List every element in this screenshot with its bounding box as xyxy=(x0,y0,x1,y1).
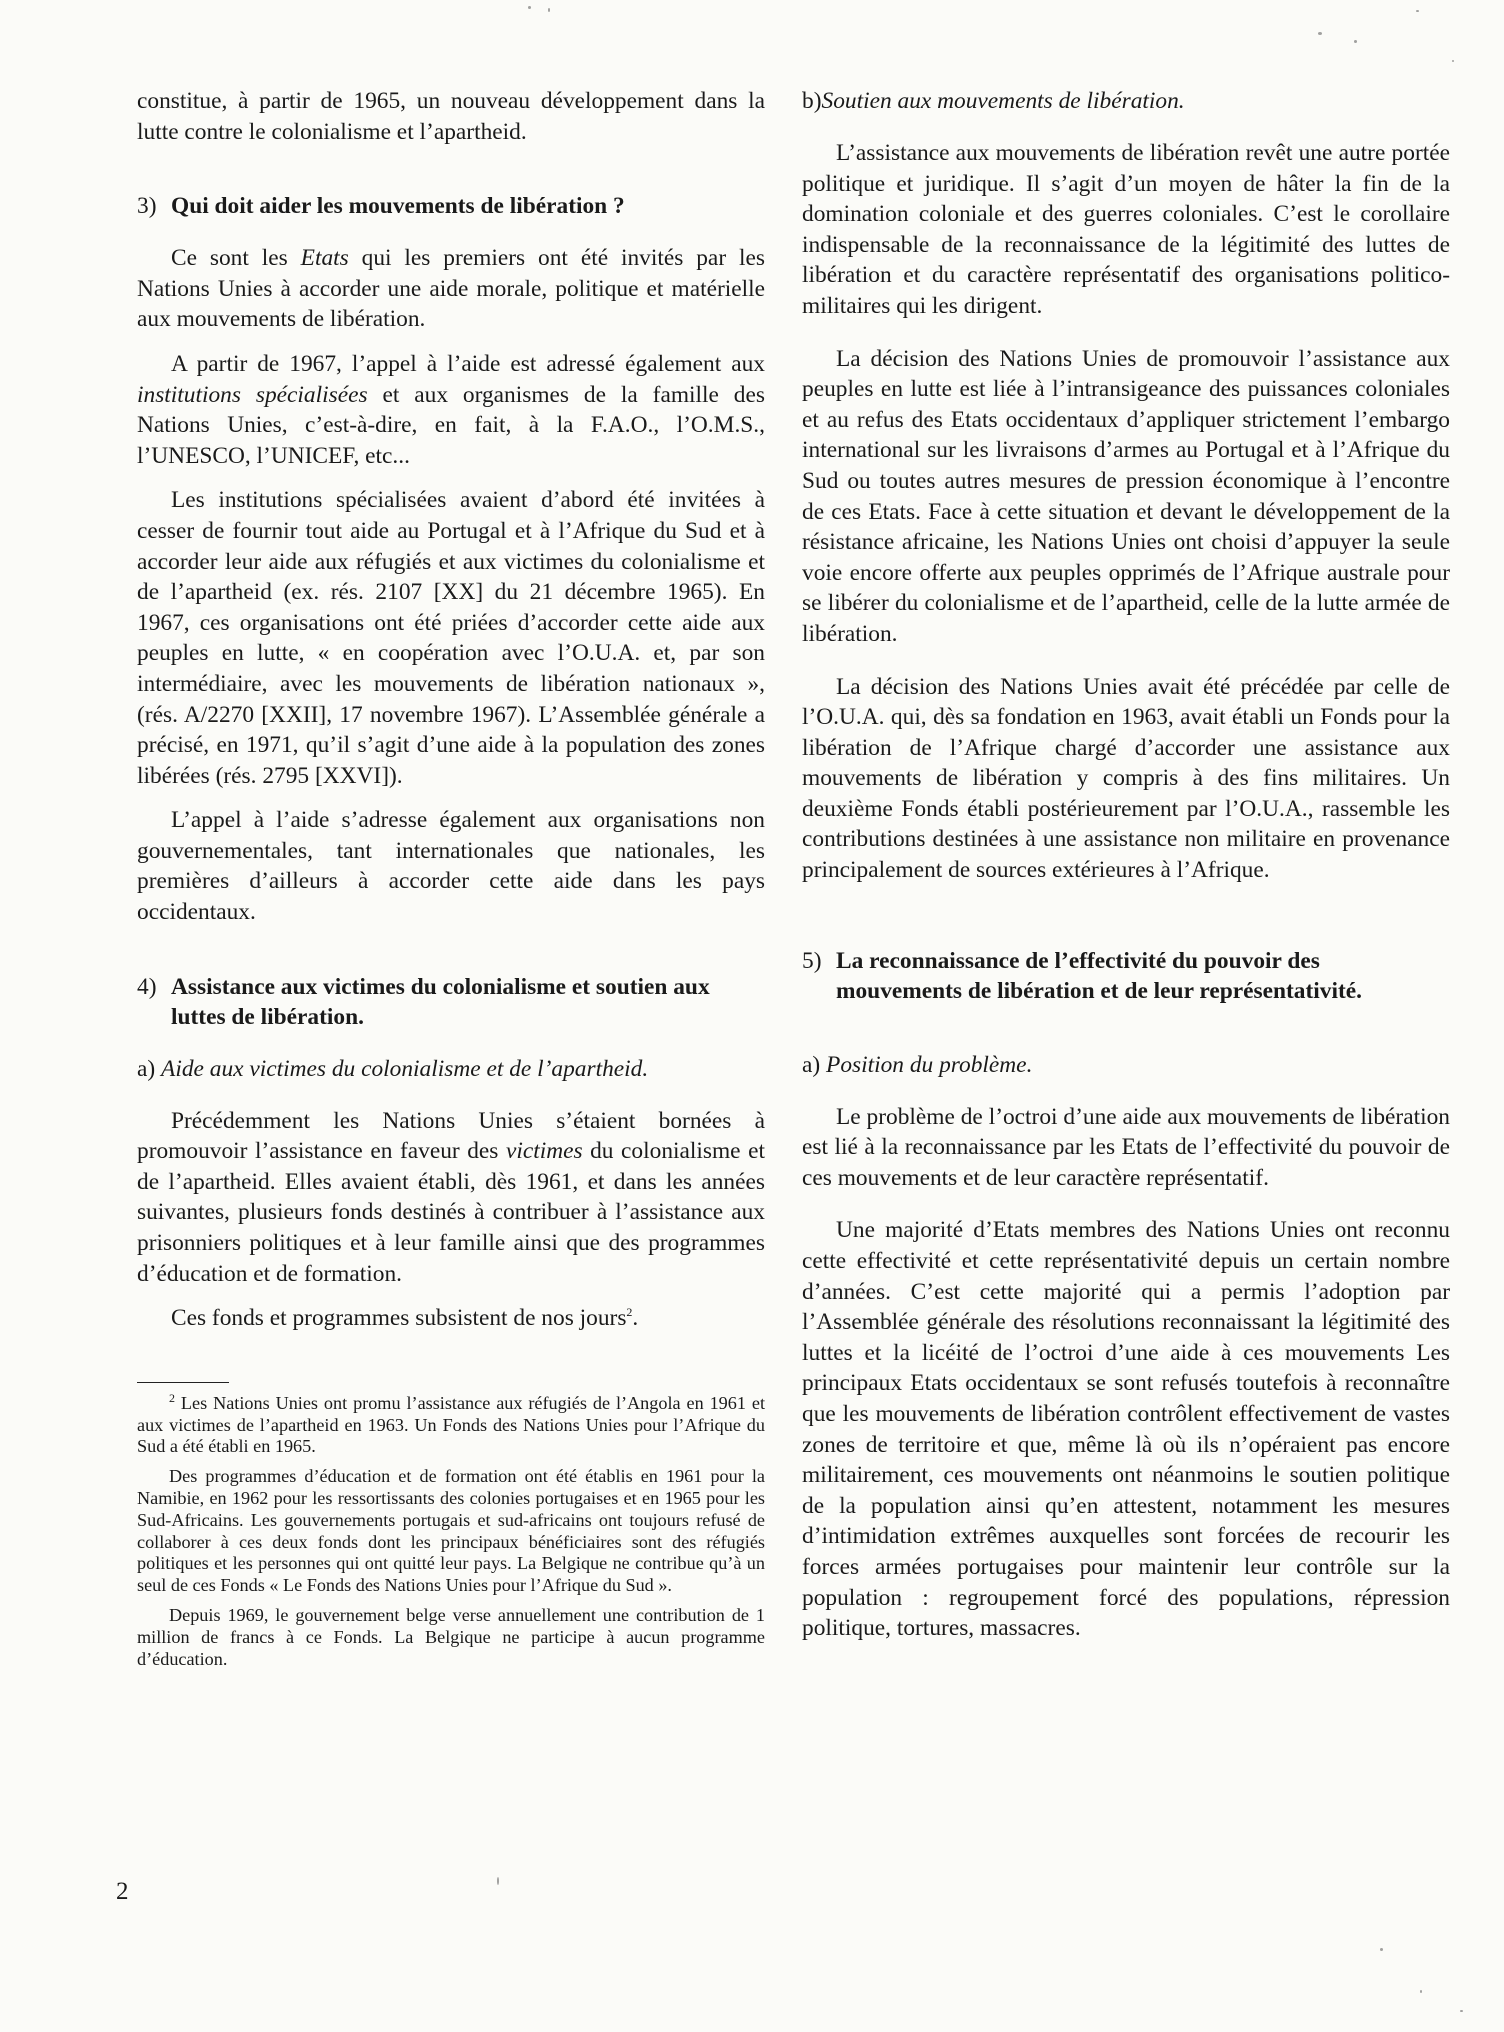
scan-speck xyxy=(548,8,550,12)
footnote-divider xyxy=(137,1382,229,1383)
subsection-letter: b) xyxy=(802,88,822,114)
text-run: . xyxy=(632,1305,639,1332)
paragraph-victims xyxy=(137,1106,765,1290)
subsection-heading-a xyxy=(137,1054,765,1084)
page-number: 2 xyxy=(116,1878,129,1905)
footnote-marker: 2 xyxy=(169,1390,175,1405)
footnote-2: Des programmes d’éducation et de formation ont été établis en 1961 pour la Namibie, en 1962 pour les ressortissants des colonies portugaises et en 1965 pour les Sud-Africains. Les gouvernements portugais et sud-africains ont toujours refusé de collaborer à ces deux fonds dont les principaux bénéficiaires sont des réfugiés politiques et les personnes qui ont quitté leur pays. La Belgique ne contribue qu’à un seul de ces Fonds « Le Fonds des Nations Unies pour l’Afrique du Sud ». xyxy=(137,1466,765,1596)
subsection-title: Position du problème. xyxy=(826,1051,1033,1078)
section-heading-3 xyxy=(137,191,765,221)
emphasis: institutions spécialisées xyxy=(137,381,368,408)
scan-speck xyxy=(528,6,531,9)
text-run: Précédemment les Nations Unies s’étaient bornées à promouvoir l’assistance en faveur des xyxy=(137,1107,765,1165)
subsection-title: Soutien aux mouvements de libération. xyxy=(821,88,1185,114)
paragraph-un-decision: La décision des Nations Unies de promouvoir l’assistance aux peuples en lutte est liée à l’intransigeance des puissances coloniales et au refus des Etats occidentaux d’appliquer strictement l’embargo international sur les livraisons d’armes au Portugal et à l’Afrique du Sud ou toutes autres mesures de pression économique à l’encontre de ces Etats. Face à cette situation et devant le développement de la résistance africaine, les Nations Unies ont choisi d’appuyer la seule voie encore offerte aux peuples opprimés de l’Afrique australe pour se libérer du colonialisme et de l’apartheid, celle de la lutte armée de libération. xyxy=(802,345,1450,647)
section-number: 3) xyxy=(137,193,157,220)
emphasis: victimes xyxy=(505,1138,583,1165)
text-run: Ce sont les xyxy=(171,245,301,272)
text-run: Ces fonds et programmes subsistent de nos jours xyxy=(171,1305,627,1332)
scan-speck xyxy=(1416,10,1419,12)
subsection-letter: a) xyxy=(802,1051,821,1078)
scan-speck xyxy=(1318,32,1322,35)
paragraph-ngo: L’appel à l’aide s’adresse également aux organisations non gouvernementales, tant internationales que nationales, les premières d’ailleurs à accorder cette aide dans les pays occidentaux. xyxy=(137,807,765,926)
scan-speck xyxy=(1420,1990,1422,1993)
subsection-title: Aide aux victimes du colonialisme et de l’apartheid. xyxy=(161,1055,649,1082)
footnote-ref: 2 xyxy=(626,1305,633,1320)
footnote-1 xyxy=(137,1390,765,1458)
section-title: La reconnaissance de l’effectivité du pouvoir des mouvements de libération et de leur représentativité. xyxy=(836,947,1362,1004)
paragraph-etats xyxy=(137,243,765,335)
text-run: Les Nations Unies ont promu l’assistance aux réfugiés de l’Angola en 1961 et aux victimes de l’apartheid en 1963. Un Fonds des Nations Unies pour l’Afrique du Sud a été établi en 1965. xyxy=(137,1392,765,1457)
text-run: qui les premiers ont été invités par les Nations Unies à accorder une aide morale, politique et matérielle aux mouvements de libération. xyxy=(137,245,765,333)
paragraph-funds xyxy=(137,1303,765,1334)
text-run: du colonialisme et de l’apartheid. Elles avaient établi, dès 1961, et dans les années suivantes, plusieurs fonds destinés à contribuer à l’assistance aux prisonniers politiques et à leur famille ainsi que des programmes d’éducation et de formation. xyxy=(137,1138,765,1287)
paragraph-intro: constitue, à partir de 1965, un nouveau développement dans la lutte contre le colonialisme et l’apartheid. xyxy=(137,88,765,145)
scan-speck xyxy=(1354,40,1357,43)
scan-speck xyxy=(497,1877,499,1885)
scan-speck xyxy=(1460,2010,1463,2012)
emphasis: Etats xyxy=(300,245,349,272)
subsection-letter: a) xyxy=(137,1055,156,1082)
paragraph-majority: Une majorité d’Etats membres des Nations Unies ont reconnu cette effectivité et cette représentativité depuis un certain nombre d’années. C’est cette majorité qui a permis l’adoption par l’Assemblée générale des résolutions reconnaissant la légitimité des luttes et la licéité de l’octroi d’une aide à ces mouvements Les principaux Etats occidentaux se sont refusés toutefois à reconnaître que les mouvements de libération contrôlent effectivement de vastes zones de territoire et que, même là où ils n’opéraient pas encore militairement, ces mouvements ont néanmoins le soutien politique de la population ainsi qu’en attestent, notamment les mesures d’intimidation extrêmes auxquelles sont forcées de recourir les forces armées portugaises pour maintenir leur contrôle sur la population : regroupement forcé des populations, répression politique, tortures, massacres. xyxy=(802,1217,1450,1642)
left-column xyxy=(137,86,765,1670)
section-title: Qui doit aider les mouvements de libération ? xyxy=(171,193,625,220)
text-run: et aux organismes de la famille des Nations Unies, c’est-à-dire, en fait, à la F.A.O., l’O.M.S., l’UNESCO, l’UNICEF, etc... xyxy=(137,381,765,469)
section-heading-4 xyxy=(137,972,765,1032)
scan-speck xyxy=(1452,60,1454,62)
right-column xyxy=(802,86,1450,1644)
footnote-3: Depuis 1969, le gouvernement belge verse annuellement une contribution de 1 million de francs à ce Fonds. La Belgique ne participe à aucun programme d’éducation. xyxy=(137,1604,765,1669)
paragraph-problem: Le problème de l’octroi d’une aide aux mouvements de libération est lié à la reconnaissance par les Etats de l’effectivité du pouvoir de ces mouvements et de leur caractère représentatif. xyxy=(802,1103,1450,1191)
section-number: 5) xyxy=(802,947,822,974)
paragraph-institutions xyxy=(137,349,765,471)
paragraph-support: L’assistance aux mouvements de libération revêt une autre portée politique et juridique. Il s’agit d’un moyen de hâter la fin de la domination coloniale et des guerres coloniales. C’est le corollaire indispensable de la reconnaissance de la légitimité des luttes de libération et du caractère représentatif des organisations politico-militaires qui les dirigent. xyxy=(802,140,1450,319)
scan-speck xyxy=(1380,1948,1383,1951)
paragraph-specialized-agencies: Les institutions spécialisées avaient d’abord été invitées à cesser de fournir tout aide au Portugal et à l’Afrique du Sud et à accorder leur aide aux réfugiés et aux victimes du colonialisme et de l’apartheid (ex. rés. 2107 [XX] du 21 décembre 1965). En 1967, ces organisations ont été priées d’accorder cette aide aux peuples en lutte, « en coopération avec l’O.U.A. et, par son intermédiaire, avec les mouvements de libération nationaux », (rés. A/2270 [XXII], 17 novembre 1967). L’Assemblée générale a précisé, en 1971, qu’il s’agit d’une aide à la population des zones libérées (rés. 2795 [XXVI]). xyxy=(137,487,765,789)
section-number: 4) xyxy=(137,973,157,1000)
subsection-heading-a-right xyxy=(802,1050,1450,1080)
subsection-heading-b xyxy=(802,86,1450,116)
section-title: Assistance aux victimes du colonialisme et soutien aux luttes de libération. xyxy=(171,973,710,1030)
text-run: A partir de 1967, l’appel à l’aide est adressé également aux xyxy=(171,350,765,377)
paragraph-oua: La décision des Nations Unies avait été précédée par celle de l’O.U.A. qui, dès sa fondation en 1963, avait établi un Fonds pour la libération de l’Afrique chargé d’accorder une assistance aux mouvements de libération y compris à des fins militaires. Un deuxième Fonds établi postérieurement par l’O.U.A., rassemble les contributions destinées à une assistance non militaire en provenance principalement de sources extérieures à l’Afrique. xyxy=(802,673,1450,884)
section-heading-5 xyxy=(802,946,1450,1006)
